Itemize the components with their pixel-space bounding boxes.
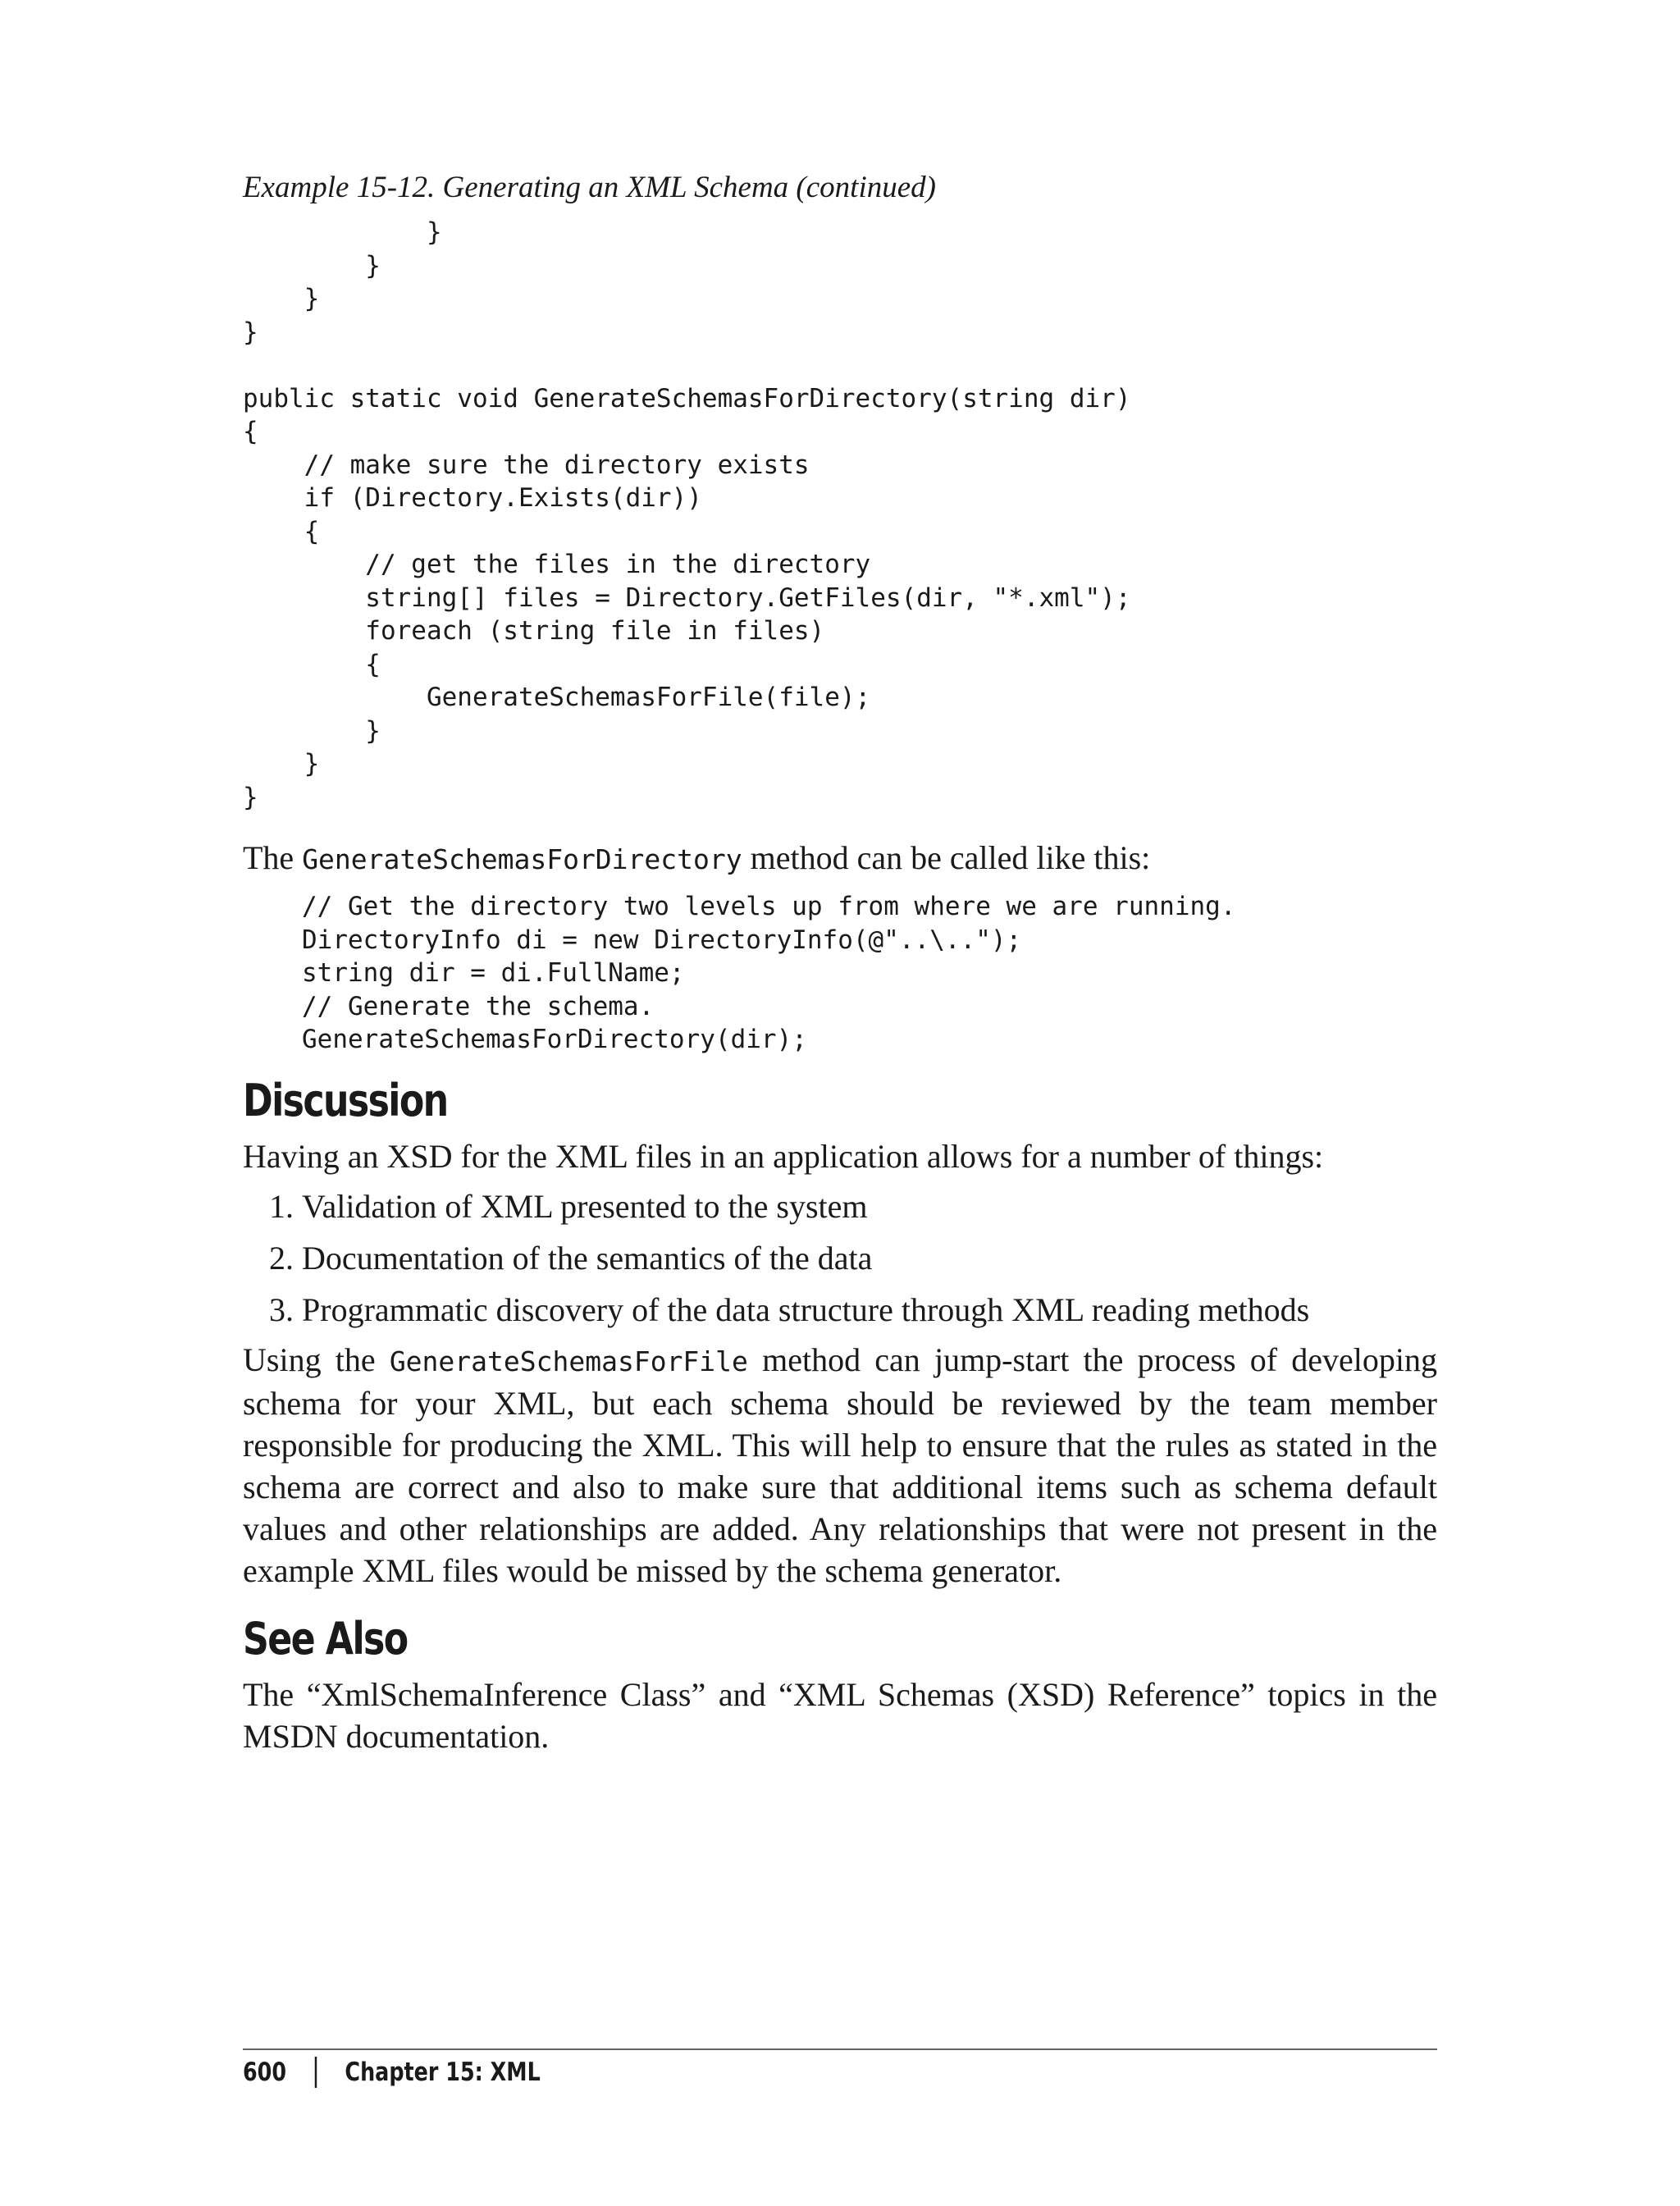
page-content xyxy=(243,168,1437,1757)
discussion-text-after: method can jump-start the process of developing schema for your XML, but each schema should be reviewed by the team member responsible for producing the XML. This will help to ensure that the rules as stated in the schema are correct and also to make sure that additional items such as schema default values and other relationships are added. Any relationships that were not present in the example XML files would be missed by the schema generator. xyxy=(243,1340,1437,1589)
list-item: 1. Validation of XML presented to the system xyxy=(302,1181,1437,1232)
code-block-usage: // Get the directory two levels up from where we are running. DirectoryInfo di = new DirectoryInfo(@"..\.."); string dir = di.FullName; // Generate the schema. GenerateSchemasForDirectory(dir); xyxy=(302,892,1236,1054)
page-number: 600 xyxy=(243,2058,287,2087)
example-caption: Example 15-12. Generating an XML Schema (continued) xyxy=(243,171,936,204)
intro-text-after: method can be called like this: xyxy=(742,839,1151,876)
see-also-heading: See Also xyxy=(243,1612,408,1665)
discussion-lead: Having an XSD for the XML files in an application allows for a number of things: xyxy=(243,1137,1324,1175)
intro-inline-code: GenerateSchemasForDirectory xyxy=(302,843,742,875)
discussion-heading: Discussion xyxy=(243,1074,448,1126)
list-item: 3. Programmatic discovery of the data structure through XML reading methods xyxy=(302,1284,1437,1336)
discussion-text-before: Using the xyxy=(243,1340,390,1378)
list-item: 2. Documentation of the semantics of the data xyxy=(302,1232,1437,1284)
page-footer xyxy=(243,2054,541,2090)
intro-text-before: The xyxy=(243,839,303,876)
intro-paragraph xyxy=(243,837,1437,880)
footer-rule xyxy=(243,2048,1437,2050)
code-block-generate-schemas-for-directory: } } } } public static void GenerateSchemasForDirectory(string dir) { // make sure the directory exists if (Directory.Exists(dir)) { // get the files in the directory string[] files = Directory.GetFiles(dir, "*.xml"); foreach (string file in files) { GenerateSchemasForFile(file); } } } xyxy=(243,217,1131,812)
footer-separator xyxy=(315,2057,317,2088)
discussion-list xyxy=(243,1181,1437,1336)
discussion-inline-code: GenerateSchemasForFile xyxy=(389,1345,748,1377)
discussion-paragraph xyxy=(243,1339,1437,1592)
see-also-paragraph: The “XmlSchemaInference Class” and “XML Schemas (XSD) Reference” topics in the MSDN documentation. xyxy=(243,1675,1437,1755)
chapter-label: Chapter 15: XML xyxy=(345,2058,541,2087)
